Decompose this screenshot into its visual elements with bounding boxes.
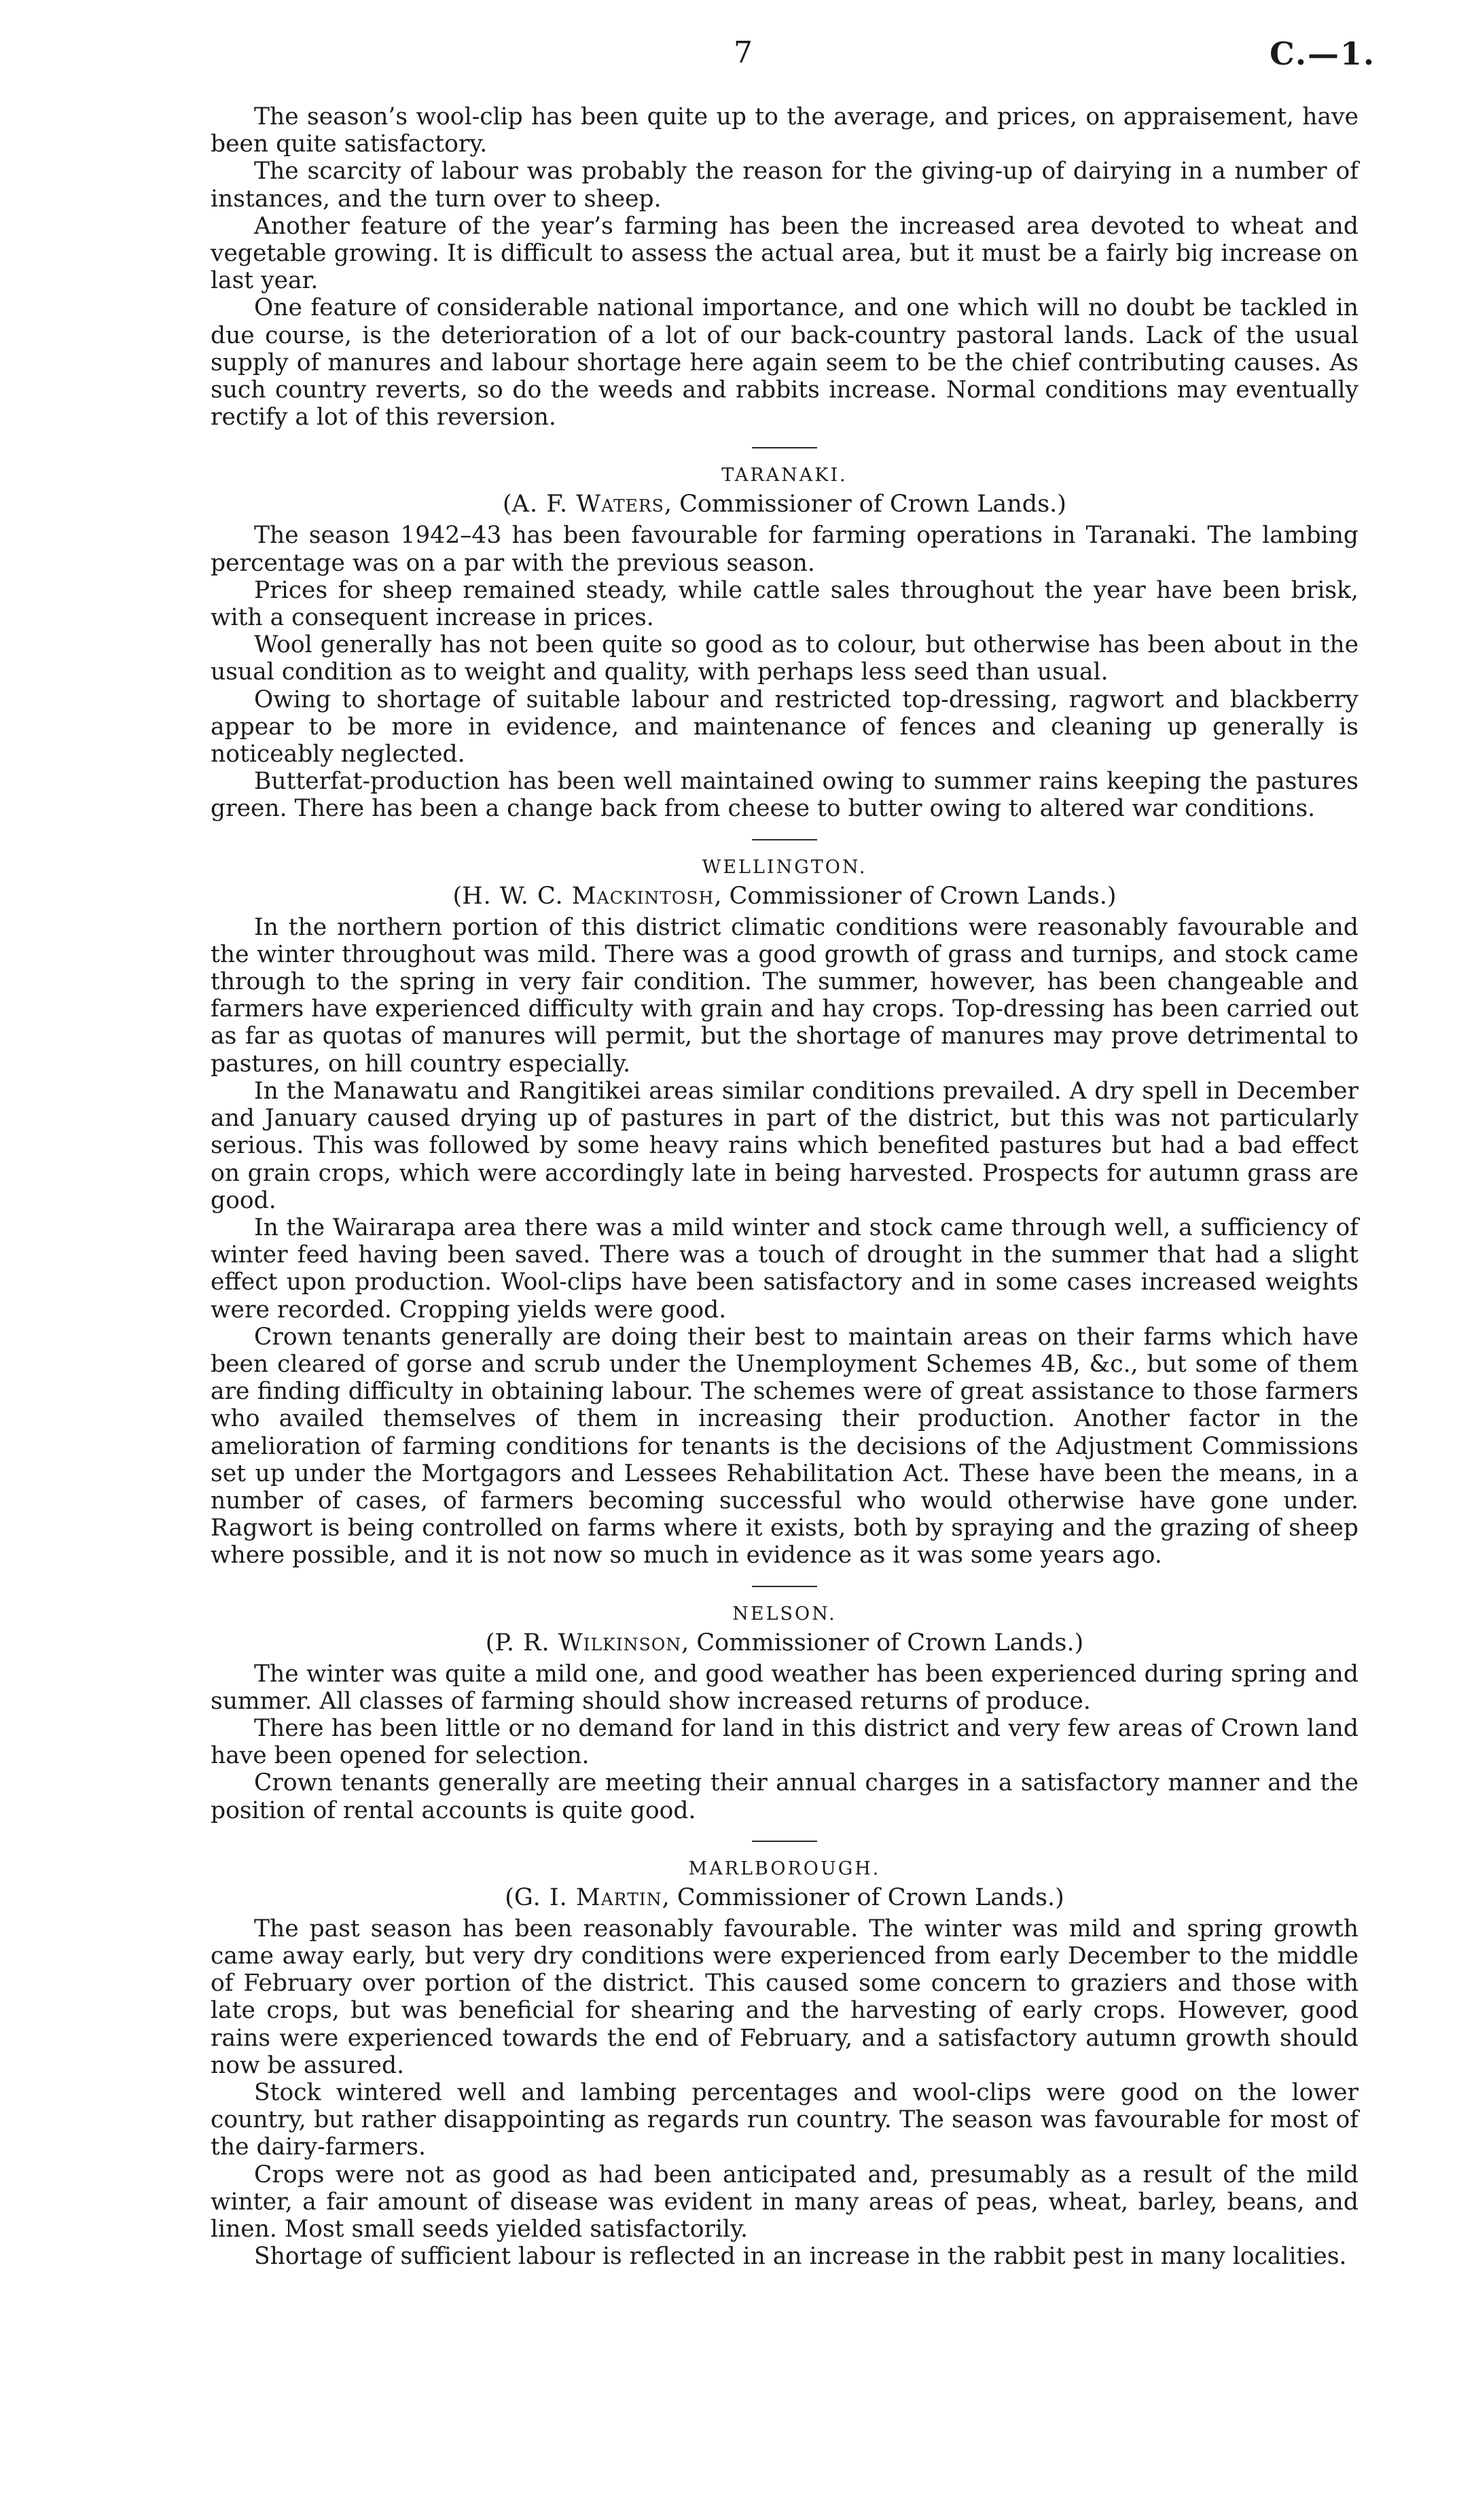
- paragraph: Shortage of sufficient labour is reflected in an increase in the rabbit pest in many localities.: [254, 2243, 1347, 2271]
- paragraph: Stock wintered well and lambing percentages and wool-clips were good on the lower country, but rather disappointing as regards run country. The season was favourable for most of the dairy-farmers.: [211, 2078, 1358, 2161]
- section-title: TARANAKI.: [721, 465, 848, 486]
- paragraph: The scarcity of labour was probably the reason for the giving-up of dairying in a number of instances, and the turn over to sheep.: [211, 158, 1358, 213]
- paragraph: One feature of considerable national importance, and one which will no doubt be tackled in due course, is the deterioration of a lot of our back-country pastoral lands. Lack of the usual supply of manures and labour shortage here again seem to be the chief contributing causes. As such country reverts, so do the weeds and rabbits increase. Normal conditions may eventually rectify a lot of this reversion.: [211, 294, 1358, 431]
- section-divider: [752, 447, 817, 448]
- section-divider: [752, 1586, 817, 1587]
- page-number: 7: [734, 35, 753, 70]
- paragraph: In the Wairarapa area there was a mild winter and stock came through well, a sufficiency of winter feed having been saved. There was a touch of drought in the summer that had a slight effect upon production. Wool-clips have been satisfactory and in some cases increased weights were recorded. Cropping yields were good.: [211, 1213, 1358, 1324]
- paragraph: In the northern portion of this district climatic conditions were reasonably favourable and the winter throughout was mild. There was a good growth of grass and turnips, and stock came through to the spring in very fair condition. The summer, however, has been changeable and farmers have experienced difficulty with grain and hay crops. Top-dressing has been carried out as far as quotas of manures will permit, but the shortage of manures may prove detrimental to pastures, on hill country especially.: [211, 913, 1358, 1078]
- section-divider: [752, 839, 817, 840]
- paragraph: Crown tenants generally are meeting their annual charges in a satisfactory manner and the position of rental accounts is quite good.: [211, 1769, 1358, 1824]
- section-title: MARLBOROUGH.: [688, 1858, 881, 1879]
- document-reference: C.—1.: [1270, 35, 1375, 72]
- section-nelson: [211, 1586, 1358, 1824]
- page-body: [211, 103, 1358, 2270]
- paragraph: In the Manawatu and Rangitikei areas similar conditions prevailed. A dry spell in December and January caused drying up of pastures in part of the district, but this was not particularly serious. This was followed by some heavy rains which benefited pastures but had a bad effect on grain crops, which were accordingly late in being harvested. Prospects for autumn grass are good.: [211, 1077, 1358, 1214]
- intro-section: [211, 103, 1358, 431]
- paragraph: The winter was quite a mild one, and good weather has been experienced during spring and summer. All classes of farming should show increased returns of produce.: [211, 1660, 1358, 1715]
- commissioner-line: (A. F. Waters, Commissioner of Crown Lands.): [503, 491, 1066, 518]
- section-title: NELSON.: [732, 1603, 837, 1625]
- section-wellington: [211, 839, 1358, 1569]
- paragraph: The season’s wool-clip has been quite up to the average, and prices, on appraisement, have been quite satisfactory.: [211, 103, 1358, 158]
- paragraph: The season 1942–43 has been favourable for farming operations in Taranaki. The lambing percentage was on a par with the previous season.: [211, 522, 1358, 577]
- paragraph: The past season has been reasonably favourable. The winter was mild and spring growth came away early, but very dry conditions were experienced from early December to the middle of February over portion of the district. This caused some concern to graziers and those with late crops, but was beneficial for shearing and the harvesting of early crops. However, good rains were experienced towards the end of February, and a satisfactory autumn growth should now be assured.: [211, 1915, 1358, 2079]
- commissioner-role: , Commissioner of Crown Lands.): [664, 491, 1066, 518]
- paragraph: Butterfat-production has been well maintained owing to summer rains keeping the pastures green. There has been a change back from cheese to butter owing to altered war conditions.: [211, 768, 1358, 823]
- section-marlborough: [211, 1841, 1358, 2271]
- commissioner-role: , Commissioner of Crown Lands.): [681, 1629, 1084, 1656]
- commissioner-role: , Commissioner of Crown Lands.): [714, 882, 1117, 910]
- commissioner-role: , Commissioner of Crown Lands.): [662, 1883, 1064, 1911]
- paragraph: Owing to shortage of suitable labour and restricted top-dressing, ragwort and blackberry appear to be more in evidence, and maintenance of fences and cleaning up generally is noticeably neglected.: [211, 686, 1358, 768]
- commissioner-line: (H. W. C. Mackintosh, Commissioner of Crown Lands.): [452, 882, 1117, 910]
- paragraph: Prices for sheep remained steady, while cattle sales throughout the year have been brisk, with a consequent increase in prices.: [211, 576, 1358, 632]
- section-taranaki: [211, 447, 1358, 822]
- commissioner-name: H. W. C. Mackintosh: [462, 882, 715, 910]
- commissioner-line: (G. I. Martin, Commissioner of Crown Lands.): [505, 1883, 1064, 1911]
- section-divider: [752, 1841, 817, 1842]
- commissioner-name: A. F. Waters: [511, 491, 664, 518]
- commissioner-line: (P. R. Wilkinson, Commissioner of Crown Lands.): [485, 1629, 1084, 1656]
- paragraph: There has been little or no demand for land in this district and very few areas of Crown land have been opened for selection.: [211, 1714, 1358, 1770]
- paragraph: Wool generally has not been quite so good as to colour, but otherwise has been about in the usual condition as to weight and quality, with perhaps less seed than usual.: [211, 631, 1358, 686]
- commissioner-name: G. I. Martin: [514, 1883, 662, 1911]
- commissioner-name: P. R. Wilkinson: [494, 1629, 682, 1656]
- section-title: WELLINGTON.: [702, 856, 867, 878]
- paragraph: Another feature of the year’s farming has been the increased area devoted to wheat and vegetable growing. It is difficult to assess the actual area, but it must be a fairly big increase on last year.: [211, 212, 1358, 295]
- paragraph: Crown tenants generally are doing their best to maintain areas on their farms which have been cleared of gorse and scrub under the Unemployment Schemes 4B, &c., but some of them are finding difficulty in obtaining labour. The schemes were of great assistance to those farmers who availed themselves of them in increasing their production. Another factor in the amelioration of farming conditions for tenants is the decisions of the Adjustment Commissions set up under the Mortgagors and Lessees Rehabilitation Act. These have been the means, in a number of cases, of farmers becoming successful who would otherwise have gone under. Ragwort is being controlled on farms where it exists, both by spraying and the grazing of sheep where possible, and it is not now so much in evidence as it was some years ago.: [211, 1323, 1358, 1569]
- paragraph: Crops were not as good as had been anticipated and, presumably as a result of the mild winter, a fair amount of disease was evident in many areas of peas, wheat, barley, beans, and linen. Most small seeds yielded satisfactorily.: [211, 2161, 1358, 2243]
